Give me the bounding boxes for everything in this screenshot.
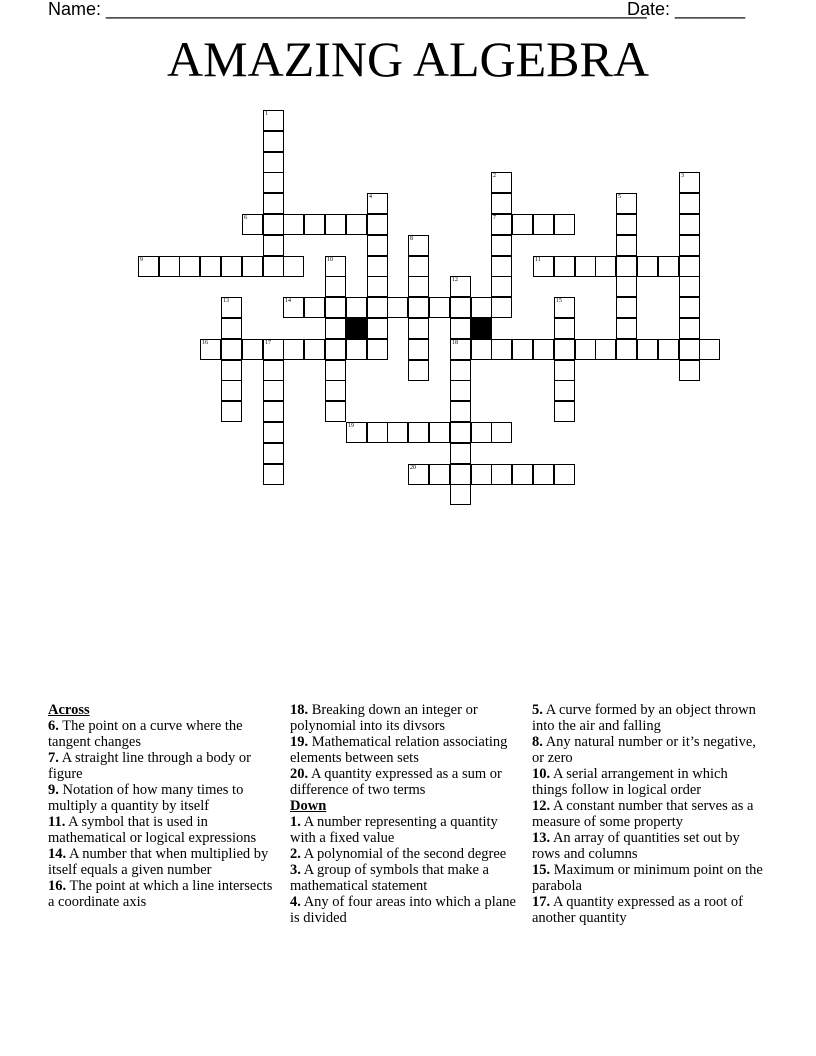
grid-cell[interactable] bbox=[679, 360, 700, 381]
grid-cell[interactable] bbox=[533, 256, 554, 277]
grid-cell[interactable] bbox=[367, 318, 388, 339]
grid-cell[interactable] bbox=[512, 464, 533, 485]
clue-number: 10. bbox=[532, 766, 551, 782]
grid-cell[interactable] bbox=[616, 297, 637, 318]
clue-text: A group of symbols that make a mathematical statement bbox=[290, 862, 489, 894]
clue-number: 16. bbox=[48, 878, 67, 894]
grid-cell[interactable] bbox=[450, 380, 471, 401]
grid-cell[interactable] bbox=[367, 193, 388, 214]
grid-cell[interactable] bbox=[616, 256, 637, 277]
down-clue-list bbox=[290, 814, 522, 926]
grid-cell[interactable] bbox=[616, 235, 637, 256]
clue-text: The point at which a line intersects a coordinate axis bbox=[48, 878, 273, 910]
across-clue-list bbox=[48, 718, 280, 910]
clue-number-label: 5 bbox=[618, 194, 621, 200]
grid-cell[interactable] bbox=[575, 339, 596, 360]
grid-cell[interactable] bbox=[616, 214, 637, 235]
grid-cell[interactable] bbox=[263, 422, 284, 443]
clues-column-3 bbox=[532, 702, 764, 926]
grid-cell[interactable] bbox=[450, 443, 471, 464]
clue-number-label: 16 bbox=[202, 340, 208, 346]
grid-cell[interactable] bbox=[450, 484, 471, 505]
grid-cell[interactable] bbox=[554, 318, 575, 339]
grid-cell[interactable] bbox=[221, 256, 242, 277]
grid-cell[interactable] bbox=[450, 339, 471, 360]
clue-text: A constant number that serves as a measure of some property bbox=[532, 798, 754, 830]
grid-cell[interactable] bbox=[263, 339, 284, 360]
grid-cell[interactable] bbox=[554, 380, 575, 401]
grid-cell[interactable] bbox=[679, 276, 700, 297]
clue-number: 14. bbox=[48, 846, 67, 862]
clue-text: A quantity expressed as a root of another quantity bbox=[532, 894, 744, 926]
grid-cell[interactable] bbox=[575, 256, 596, 277]
grid-cell[interactable] bbox=[679, 256, 700, 277]
grid-cell[interactable] bbox=[554, 214, 575, 235]
grid-cell[interactable] bbox=[491, 276, 512, 297]
grid-cell[interactable] bbox=[304, 214, 325, 235]
clue-number: 5. bbox=[532, 702, 543, 718]
grid-cell[interactable] bbox=[325, 256, 346, 277]
grid-cell[interactable] bbox=[367, 339, 388, 360]
clue-number-label: 14 bbox=[285, 298, 291, 304]
clue-item bbox=[48, 846, 280, 878]
grid-cell[interactable] bbox=[658, 256, 679, 277]
grid-cell[interactable] bbox=[325, 214, 346, 235]
grid-cell[interactable] bbox=[595, 339, 616, 360]
grid-cell[interactable] bbox=[471, 297, 492, 318]
grid-cell[interactable] bbox=[491, 297, 512, 318]
grid-cell[interactable] bbox=[242, 339, 263, 360]
clue-item bbox=[48, 750, 280, 782]
grid-cell[interactable] bbox=[367, 235, 388, 256]
grid-cell[interactable] bbox=[450, 422, 471, 443]
clue-item bbox=[48, 878, 280, 910]
grid-cell[interactable] bbox=[367, 297, 388, 318]
grid-cell[interactable] bbox=[221, 297, 242, 318]
clue-text: A quantity expressed as a sum or difference of two terms bbox=[290, 766, 502, 798]
grid-cell[interactable] bbox=[263, 401, 284, 422]
grid-cell[interactable] bbox=[346, 297, 367, 318]
clue-number-label: 11 bbox=[535, 257, 541, 263]
grid-cell[interactable] bbox=[283, 256, 304, 277]
clue-number: 20. bbox=[290, 766, 309, 782]
grid-cell[interactable] bbox=[200, 256, 221, 277]
clue-number-label: 12 bbox=[452, 277, 458, 283]
grid-cell[interactable] bbox=[221, 380, 242, 401]
clue-number: 12. bbox=[532, 798, 551, 814]
clue-number: 3. bbox=[290, 862, 301, 878]
page-title: AMAZING ALGEBRA bbox=[167, 31, 649, 87]
grid-cell[interactable] bbox=[491, 235, 512, 256]
clue-number: 13. bbox=[532, 830, 551, 846]
grid-cell[interactable] bbox=[429, 422, 450, 443]
clue-number: 9. bbox=[48, 782, 59, 798]
grid-cell[interactable] bbox=[616, 276, 637, 297]
grid-cell[interactable] bbox=[679, 318, 700, 339]
grid-cell[interactable] bbox=[325, 380, 346, 401]
grid-cell[interactable] bbox=[346, 214, 367, 235]
clue-number: 2. bbox=[290, 846, 301, 862]
grid-cell[interactable] bbox=[616, 193, 637, 214]
clue-number-label: 6 bbox=[244, 215, 247, 221]
down-clue-list-continued bbox=[532, 702, 764, 926]
grid-cell[interactable] bbox=[325, 401, 346, 422]
clue-number-label: 20 bbox=[410, 465, 416, 471]
grid-cell[interactable] bbox=[491, 172, 512, 193]
clues-column-2 bbox=[290, 702, 522, 926]
grid-cell[interactable] bbox=[221, 401, 242, 422]
grid-cell[interactable] bbox=[304, 339, 325, 360]
clue-number: 4. bbox=[290, 894, 301, 910]
clue-number-label: 9 bbox=[140, 257, 143, 263]
grid-cell[interactable] bbox=[512, 339, 533, 360]
grid-cell[interactable] bbox=[263, 152, 284, 173]
grid-cell[interactable] bbox=[263, 214, 284, 235]
grid-cell[interactable] bbox=[554, 401, 575, 422]
grid-cell[interactable] bbox=[367, 276, 388, 297]
grid-cell[interactable] bbox=[263, 172, 284, 193]
clue-item bbox=[290, 766, 522, 798]
grid-cell[interactable] bbox=[200, 339, 221, 360]
grid-cell[interactable] bbox=[429, 464, 450, 485]
down-heading: Down bbox=[290, 798, 327, 814]
across-clue-list-continued bbox=[290, 702, 522, 798]
grid-cell[interactable] bbox=[263, 110, 284, 131]
clue-number-label: 19 bbox=[348, 423, 354, 429]
grid-cell[interactable] bbox=[679, 339, 700, 360]
clue-text: Notation of how many times to multiply a quantity by itself bbox=[48, 782, 244, 814]
grid-cell[interactable] bbox=[242, 214, 263, 235]
grid-cell[interactable] bbox=[450, 276, 471, 297]
grid-cell[interactable] bbox=[325, 276, 346, 297]
clue-number: 18. bbox=[290, 702, 309, 718]
clue-item bbox=[532, 766, 764, 798]
grid-cell[interactable] bbox=[554, 464, 575, 485]
grid-cell[interactable] bbox=[138, 256, 159, 277]
grid-cell[interactable] bbox=[325, 297, 346, 318]
grid-cell[interactable] bbox=[242, 256, 263, 277]
grid-cell[interactable] bbox=[221, 339, 242, 360]
grid-cell[interactable] bbox=[408, 235, 429, 256]
grid-cell[interactable] bbox=[179, 256, 200, 277]
clue-text: A number that when multiplied by itself equals a given number bbox=[48, 846, 269, 878]
grid-cell[interactable] bbox=[159, 256, 180, 277]
clue-item bbox=[290, 894, 522, 926]
grid-cell[interactable] bbox=[283, 214, 304, 235]
grid-cell[interactable] bbox=[491, 464, 512, 485]
grid-cell[interactable] bbox=[616, 339, 637, 360]
clue-text: A straight line through a body or figure bbox=[48, 750, 251, 782]
grid-cell-black bbox=[471, 318, 492, 339]
grid-cell[interactable] bbox=[408, 318, 429, 339]
clue-text: Any natural number or it’s negative, or zero bbox=[532, 734, 756, 766]
clue-number: 8. bbox=[532, 734, 543, 750]
grid-cell[interactable] bbox=[554, 256, 575, 277]
grid-cell[interactable] bbox=[491, 214, 512, 235]
grid-cell[interactable] bbox=[679, 214, 700, 235]
grid-cell[interactable] bbox=[263, 256, 284, 277]
grid-cell[interactable] bbox=[679, 235, 700, 256]
clue-number-label: 15 bbox=[556, 298, 562, 304]
clue-text: A curve formed by an object thrown into the air and falling bbox=[532, 702, 756, 734]
grid-cell[interactable] bbox=[263, 193, 284, 214]
grid-cell[interactable] bbox=[408, 276, 429, 297]
clue-item bbox=[290, 846, 522, 862]
clue-number-label: 4 bbox=[369, 194, 372, 200]
grid-cell[interactable] bbox=[471, 422, 492, 443]
clue-number: 17. bbox=[532, 894, 551, 910]
grid-cell[interactable] bbox=[263, 131, 284, 152]
grid-cell[interactable] bbox=[387, 422, 408, 443]
grid-cell[interactable] bbox=[512, 214, 533, 235]
grid-cell[interactable] bbox=[325, 318, 346, 339]
clue-item bbox=[532, 894, 764, 926]
grid-cell[interactable] bbox=[450, 360, 471, 381]
date-field-line[interactable]: Date: _______ bbox=[627, 0, 746, 19]
grid-cell[interactable] bbox=[450, 401, 471, 422]
clue-item bbox=[532, 734, 764, 766]
grid-cell[interactable] bbox=[263, 235, 284, 256]
grid-cell[interactable] bbox=[554, 297, 575, 318]
clue-item bbox=[290, 814, 522, 846]
grid-cell[interactable] bbox=[471, 464, 492, 485]
grid-cell[interactable] bbox=[367, 256, 388, 277]
grid-cell[interactable] bbox=[325, 360, 346, 381]
grid-cell-black bbox=[346, 318, 367, 339]
grid-cell[interactable] bbox=[699, 339, 720, 360]
name-field-line[interactable]: Name: ______________________________________________________ bbox=[48, 0, 647, 19]
clue-item bbox=[532, 798, 764, 830]
grid-cell[interactable] bbox=[491, 339, 512, 360]
grid-cell[interactable] bbox=[263, 464, 284, 485]
clues-column-1 bbox=[48, 702, 280, 910]
clue-number-label: 17 bbox=[265, 340, 271, 346]
grid-cell[interactable] bbox=[408, 339, 429, 360]
grid-cell[interactable] bbox=[658, 339, 679, 360]
grid-cell[interactable] bbox=[595, 256, 616, 277]
clue-text: A serial arrangement in which things follow in logical order bbox=[532, 766, 728, 798]
clue-number: 11. bbox=[48, 814, 66, 830]
grid-cell[interactable] bbox=[367, 214, 388, 235]
clue-number: 6. bbox=[48, 718, 59, 734]
grid-cell[interactable] bbox=[491, 193, 512, 214]
clue-number-label: 13 bbox=[223, 298, 229, 304]
grid-cell[interactable] bbox=[616, 318, 637, 339]
clue-text: A number representing a quantity with a fixed value bbox=[290, 814, 498, 846]
clue-text: A polynomial of the second degree bbox=[300, 846, 507, 862]
grid-cell[interactable] bbox=[283, 339, 304, 360]
grid-cell[interactable] bbox=[304, 297, 325, 318]
grid-cell[interactable] bbox=[346, 339, 367, 360]
grid-cell[interactable] bbox=[346, 422, 367, 443]
grid-cell[interactable] bbox=[533, 464, 554, 485]
clue-item bbox=[290, 862, 522, 894]
clue-number: 7. bbox=[48, 750, 59, 766]
grid-cell[interactable] bbox=[533, 339, 554, 360]
clue-item bbox=[290, 702, 522, 734]
grid-cell[interactable] bbox=[408, 360, 429, 381]
grid-cell[interactable] bbox=[263, 360, 284, 381]
grid-cell[interactable] bbox=[679, 297, 700, 318]
clue-number: 15. bbox=[532, 862, 551, 878]
clue-text: Any of four areas into which a plane is divided bbox=[290, 894, 516, 926]
clue-number-label: 7 bbox=[493, 215, 496, 221]
grid-cell[interactable] bbox=[637, 339, 658, 360]
grid-cell[interactable] bbox=[679, 172, 700, 193]
clue-item bbox=[532, 702, 764, 734]
grid-cell[interactable] bbox=[367, 422, 388, 443]
grid-cell[interactable] bbox=[221, 360, 242, 381]
clue-item bbox=[290, 734, 522, 766]
clue-number: 19. bbox=[290, 734, 309, 750]
clue-number-label: 3 bbox=[681, 173, 684, 179]
grid-cell[interactable] bbox=[554, 360, 575, 381]
clue-item bbox=[48, 814, 280, 846]
grid-cell[interactable] bbox=[283, 297, 304, 318]
grid-cell[interactable] bbox=[491, 422, 512, 443]
clue-item bbox=[532, 830, 764, 862]
clue-text: The point on a curve where the tangent changes bbox=[48, 718, 243, 750]
clue-item bbox=[532, 862, 764, 894]
grid-cell[interactable] bbox=[408, 297, 429, 318]
grid-cell[interactable] bbox=[429, 297, 450, 318]
clue-number-label: 2 bbox=[493, 173, 496, 179]
clue-number-label: 10 bbox=[327, 257, 333, 263]
clue-text: Maximum or minimum point on the parabola bbox=[532, 862, 763, 894]
clue-text: An array of quantities set out by rows and columns bbox=[532, 830, 740, 862]
clue-number-label: 8 bbox=[410, 236, 413, 242]
clue-number-label: 1 bbox=[265, 111, 268, 117]
grid-cell[interactable] bbox=[554, 339, 575, 360]
clue-number-label: 18 bbox=[452, 340, 458, 346]
across-heading: Across bbox=[48, 702, 90, 718]
clue-number: 1. bbox=[290, 814, 301, 830]
grid-cell[interactable] bbox=[387, 297, 408, 318]
grid-cell[interactable] bbox=[408, 422, 429, 443]
grid-cell[interactable] bbox=[533, 214, 554, 235]
clue-item bbox=[48, 782, 280, 814]
grid-cell[interactable] bbox=[408, 464, 429, 485]
grid-cell[interactable] bbox=[637, 256, 658, 277]
clue-text: Mathematical relation associating elements between sets bbox=[290, 734, 508, 766]
grid-cell[interactable] bbox=[325, 339, 346, 360]
clue-item bbox=[48, 718, 280, 750]
clue-text: Breaking down an integer or polynomial into its divsors bbox=[290, 702, 478, 734]
grid-cell[interactable] bbox=[450, 464, 471, 485]
grid-cell[interactable] bbox=[679, 193, 700, 214]
grid-cell[interactable] bbox=[263, 443, 284, 464]
grid-cell[interactable] bbox=[450, 318, 471, 339]
grid-cell[interactable] bbox=[491, 256, 512, 277]
grid-cell[interactable] bbox=[408, 256, 429, 277]
grid-cell[interactable] bbox=[263, 380, 284, 401]
grid-cell[interactable] bbox=[450, 297, 471, 318]
grid-cell[interactable] bbox=[471, 339, 492, 360]
clue-text: A symbol that is used in mathematical or logical expressions bbox=[48, 814, 257, 846]
grid-cell[interactable] bbox=[221, 318, 242, 339]
